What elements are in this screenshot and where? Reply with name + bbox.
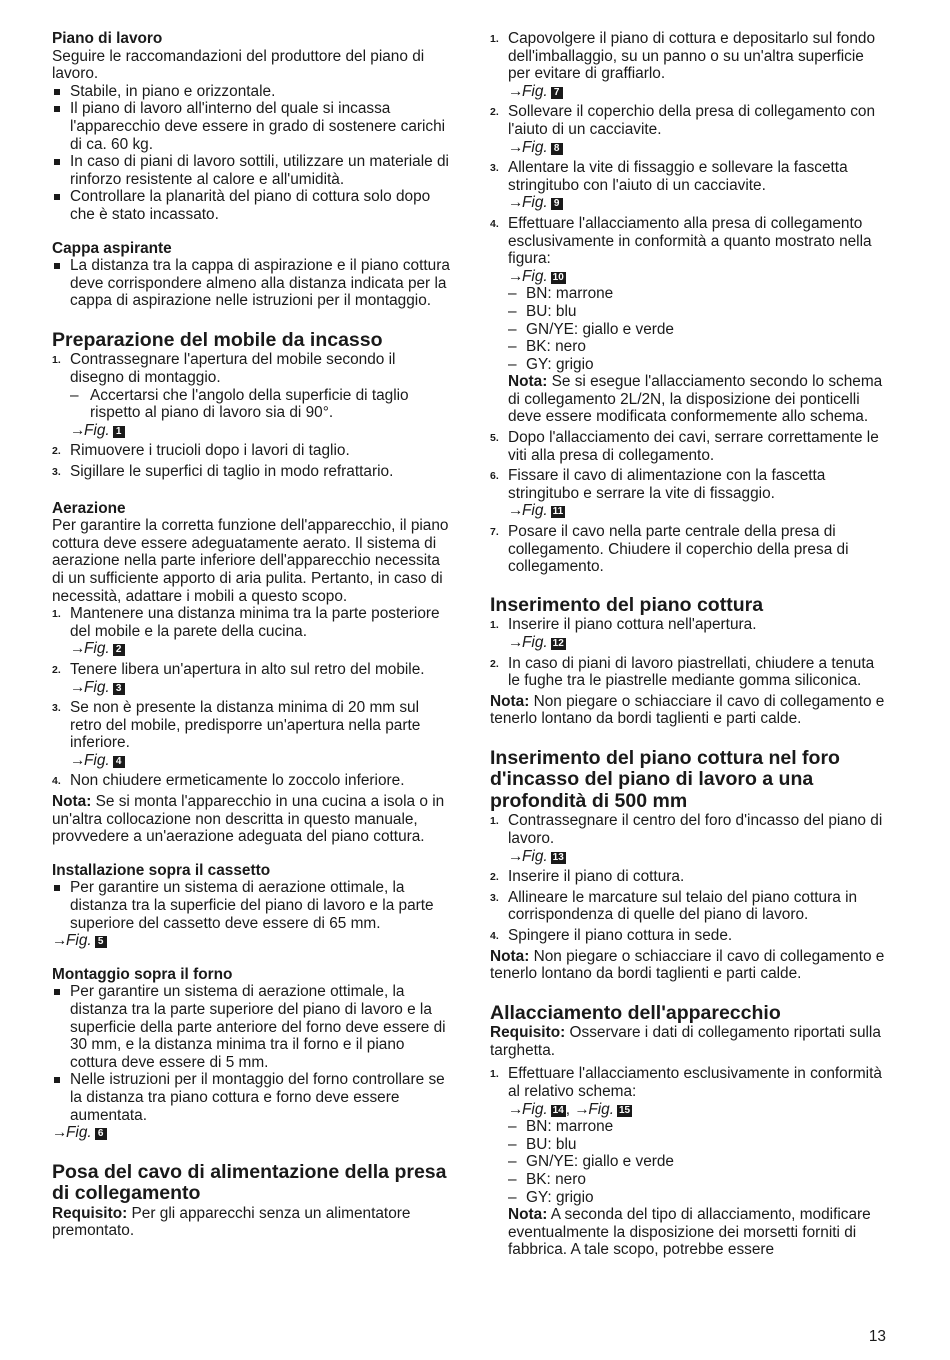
section-title-piano: Piano di lavoro <box>52 30 163 47</box>
list-item: Il piano di lavoro all'interno del quale si incassa l'apparecchio deve essere in grado di sostenere carichi di ca. 60 kg. <box>52 100 452 153</box>
arrow-icon: → <box>508 138 524 156</box>
posa-steps <box>490 30 890 576</box>
figure-number-badge: 7 <box>551 87 563 99</box>
allacciamento-requirement: Requisito: Osservare i dati di collegamento riportati sulla targhetta. <box>490 1024 881 1059</box>
aerazione-intro: Per garantire la corretta funzione dell'apparecchio, il piano cottura deve essere adeguatamente aerato. Il sistema di aerazione nella parte inferiore dell'apparecchio necessita di un sufficiente apporto di aria pulita. Pertanto, in caso di necessità, adattare i mobili a questo scopo. <box>52 517 449 605</box>
arrow-icon: → <box>508 194 524 212</box>
figure-number-badge: 15 <box>619 1104 631 1116</box>
aerazione-steps <box>52 605 452 790</box>
figure-number-badge: 4 <box>113 756 125 768</box>
list-item: 2. In caso di piani di lavoro piastrellati, chiudere a tenuta le fughe tra le piastrelle mediante gomma siliconica. <box>490 654 875 690</box>
list-item: 7. Posare il cavo nella parte centrale della presa di collegamento. Chiudere il coperchio della presa di collegamento. <box>490 523 849 576</box>
list-item: 2. Inserire il piano di cottura. <box>490 868 685 886</box>
figure-reference: →Fig. 7 <box>508 83 890 101</box>
list-item: 5. Dopo l'allacciamento dei cavi, serrare correttamente le viti alla presa di collegamento. <box>490 429 879 464</box>
right-column <box>490 30 890 1262</box>
arrow-icon: → <box>70 751 86 769</box>
inserimento-note: Nota: Non piegare o schiacciare il cavo di collegamento e tenerlo lontano da bordi taglienti e parti calde. <box>490 692 885 728</box>
heading-allacciamento: Allacciamento dell'apparecchio <box>490 1001 781 1024</box>
left-column <box>52 30 452 1240</box>
heading-inserimento: Inserimento del piano cottura <box>490 593 764 616</box>
figure-reference: →Fig. 5 <box>52 932 452 950</box>
list-item: – BK: nero <box>508 1171 890 1189</box>
list-item: 1. Mantenere una distanza minima tra la parte posteriore del mobile e la parete della cucina. →Fig. 2 <box>52 605 452 658</box>
figure-number-badge: 13 <box>552 851 564 863</box>
list-item: Per garantire un sistema di aerazione ottimale, la distanza tra la superficie del piano di lavoro e la parte superiore del cassetto deve essere di 65 mm. <box>52 879 452 932</box>
wire-list <box>508 285 890 373</box>
list-item: La distanza tra la cappa di aspirazione e il piano cottura deve corrispondere almeno alla distanza indicata per la cappa di aspirazione nelle istruzioni per il montaggio. <box>52 257 452 310</box>
section-title-cassetto: Installazione sopra il cassetto <box>52 861 271 879</box>
list-item: – BN: marrone <box>508 285 890 303</box>
list-item: 4. Spingere il piano cottura in sede. <box>490 926 733 944</box>
figure-number-badge: 14 <box>552 1104 564 1116</box>
note: Nota: A seconda del tipo di allacciamento, modificare eventualmente la disposizione dei morsetti forniti di fabbrica. A tale scopo, potrebbe essere <box>508 1206 871 1259</box>
list-item: 4. Non chiudere ermeticamente lo zoccolo inferiore. <box>52 772 405 790</box>
figure-number-badge: 1 <box>113 426 125 438</box>
figure-number-badge: 5 <box>95 936 107 948</box>
heading-foro: Inserimento del piano cottura nel foro d'incasso del piano di lavoro a una profondità di 500 mm <box>490 746 840 812</box>
arrow-icon: → <box>508 633 524 651</box>
list-item: 3. Sigillare le superfici di taglio in modo refrattario. <box>52 462 394 480</box>
arrow-icon: → <box>508 847 524 865</box>
list-item: – BU: blu <box>508 1136 890 1154</box>
figure-reference: →Fig. 12 <box>508 633 564 651</box>
figure-number-badge: 10 <box>552 271 564 283</box>
posa-requirement: Requisito: Per gli apparecchi senza un alimentatore premontato. <box>52 1204 411 1240</box>
list-item: 1. Contrassegnare l'apertura del mobile secondo il disegno di montaggio. – Accertarsi che l'angolo della superficie di taglio rispetto al piano di lavoro sia di 90°. →Fig. 1 <box>52 351 452 439</box>
figure-reference: →Fig. 10 <box>508 267 564 285</box>
arrow-icon: → <box>70 640 86 658</box>
figure-number-badge: 6 <box>95 1128 107 1140</box>
figure-reference: →Fig. 9 <box>508 194 890 212</box>
arrow-icon: → <box>508 82 524 100</box>
list-item: – Accertarsi che l'angolo della superficie di taglio rispetto al piano di lavoro sia di 90°. <box>70 387 452 422</box>
list-item: 2. Sollevare il coperchio della presa di collegamento con l'aiuto di un cacciavite. →Fig. 8 <box>490 103 890 156</box>
list-item: 2. Rimuovere i trucioli dopo i lavori di taglio. <box>52 442 350 460</box>
list-item: Stabile, in piano e orizzontale. <box>52 83 452 101</box>
list-item: 1. Inserire il piano cottura nell'apertura. →Fig. 12 <box>490 616 890 651</box>
arrow-icon: → <box>70 421 86 439</box>
section-title-forno: Montaggio sopra il forno <box>52 965 233 983</box>
list-item: – BU: blu <box>508 303 890 321</box>
arrow-icon: → <box>508 502 524 520</box>
page-number: 13 <box>868 1328 886 1345</box>
list-item: 3. Allentare la vite di fissaggio e sollevare la fascetta stringitubo con l'aiuto di un cacciavite. →Fig. 9 <box>490 159 890 212</box>
list-item: 3. Se non è presente la distanza minima di 20 mm sul retro del mobile, predisporre un'apertura nella parte inferiore. →Fig. 4 <box>52 699 452 769</box>
preparazione-steps <box>52 351 452 480</box>
list-item: 2. Tenere libera un'apertura in alto sul retro del mobile. →Fig. 3 <box>52 661 452 696</box>
figure-reference: →Fig. 3 <box>70 679 452 697</box>
figure-reference: →Fig. 1 <box>70 422 452 440</box>
list-item: 4. Effettuare l'allacciamento alla presa di collegamento esclusivamente in conformità a quanto mostrato nella figura: →Fig. 10 – BN: marrone – BU: blu – GN/YE: giallo e verde – BK: nero – GY: grigio Nota: Se si esegue l'allacciamento secondo lo schema di collegamento 2L/2N, la disposizione dei ponticelli deve essere modificata conformemente allo schema. <box>490 215 890 426</box>
list-item: 6. Fissare il cavo di alimentazione con la fascetta stringitubo e serrare la vite di fissaggio. →Fig. 11 <box>490 467 890 520</box>
allacciamento-steps <box>490 1065 890 1259</box>
figure-number-badge: 11 <box>552 506 564 518</box>
heading-preparazione: Preparazione del mobile da incasso <box>52 328 383 351</box>
cappa-bullets <box>52 257 452 310</box>
figure-reference: →Fig. 14 , →Fig. 15 <box>508 1100 631 1118</box>
arrow-icon: → <box>52 1124 68 1142</box>
list-item: 1. Contrassegnare il centro del foro d'incasso del piano di lavoro. →Fig. 13 <box>490 812 890 865</box>
arrow-icon: → <box>508 267 524 285</box>
list-item: 3. Allineare le marcature sul telaio del piano cottura in corrispondenza di quelle del piano di lavoro. <box>490 888 858 924</box>
arrow-icon: → <box>70 678 86 696</box>
list-item: – GY: grigio <box>508 356 890 374</box>
section-title-cappa: Cappa aspirante <box>52 239 172 257</box>
wire-list <box>508 1118 890 1206</box>
figure-number-badge: 3 <box>113 683 125 695</box>
figure-number-badge: 9 <box>551 198 563 210</box>
arrow-icon: → <box>574 1100 590 1118</box>
figure-number-badge: 8 <box>551 143 563 155</box>
arrow-icon: → <box>508 1100 524 1118</box>
list-item: – BK: nero <box>508 338 890 356</box>
list-item: Nelle istruzioni per il montaggio del forno controllare se la distanza tra piano cottura e forno deve essere aumentata. <box>52 1071 452 1124</box>
list-item: – GN/YE: giallo e verde <box>508 321 890 339</box>
figure-number-badge: 2 <box>113 644 125 656</box>
cassetto-bullets <box>52 879 452 932</box>
inserimento-steps <box>490 616 890 689</box>
list-item: In caso di piani di lavoro sottili, utilizzare un materiale di rinforzo resistente al calore e all'umidità. <box>52 153 452 188</box>
section-title-aerazione: Aerazione <box>52 499 126 517</box>
list-item: – GY: grigio <box>508 1189 890 1207</box>
piano-bullets <box>52 83 452 224</box>
figure-number-badge: 12 <box>552 637 564 649</box>
foro-note: Nota: Non piegare o schiacciare il cavo di collegamento e tenerlo lontano da bordi taglienti e parti calde. <box>490 947 885 983</box>
forno-bullets <box>52 983 452 1124</box>
list-item: Controllare la planarità del piano di cottura solo dopo che è stato incassato. <box>52 188 452 223</box>
list-item: 1. Effettuare l'allacciamento esclusivamente in conformità al relativo schema: →Fig. 14 , →Fig. 15 – BN: marrone – BU: blu – GN/YE: giallo e verde – BK: nero – GY: grigio Nota: A seconda del tipo di allacciamento, modificare eventualmente la disposizione dei morsetti forniti di fabbrica. A tale scopo, potrebbe essere <box>490 1065 890 1259</box>
piano-intro: Seguire le raccomandazioni del produttore del piano di lavoro. <box>52 47 425 83</box>
list-item: Per garantire un sistema di aerazione ottimale, la distanza tra la parte superiore del piano di lavoro e la superficie della parte anteriore del forno deve essere di 30 mm, e la distanza minima tra il forno e il piano cottura deve essere di 5 mm. <box>52 983 452 1071</box>
aerazione-note: Nota: Se si monta l'apparecchio in una cucina a isola o in un'altra collocazione non descritta in questo manuale, provvedere a un'aerazione adeguata del piano cottura. <box>52 793 445 846</box>
figure-reference: →Fig. 13 <box>508 847 564 865</box>
list-item: – GN/YE: giallo e verde <box>508 1153 890 1171</box>
figure-reference: →Fig. 6 <box>52 1124 452 1142</box>
list-item: 1. Capovolgere il piano di cottura e depositarlo sul fondo dell'imballaggio, su un panno o su un'altra superficie per evitare di graffiarlo. →Fig. 7 <box>490 30 890 100</box>
figure-reference: →Fig. 11 <box>508 502 564 520</box>
figure-reference: →Fig. 8 <box>508 139 890 157</box>
list-item: – BN: marrone <box>508 1118 890 1136</box>
arrow-icon: → <box>52 932 68 950</box>
note: Nota: Se si esegue l'allacciamento secondo lo schema di collegamento 2L/2N, la disposizione dei ponticelli deve essere modificata conformemente allo schema. <box>508 373 883 426</box>
heading-posa: Posa del cavo di alimentazione della presa di collegamento <box>52 1160 447 1205</box>
figure-reference: →Fig. 4 <box>70 752 452 770</box>
figure-reference: →Fig. 2 <box>70 640 452 658</box>
foro-steps <box>490 812 890 944</box>
